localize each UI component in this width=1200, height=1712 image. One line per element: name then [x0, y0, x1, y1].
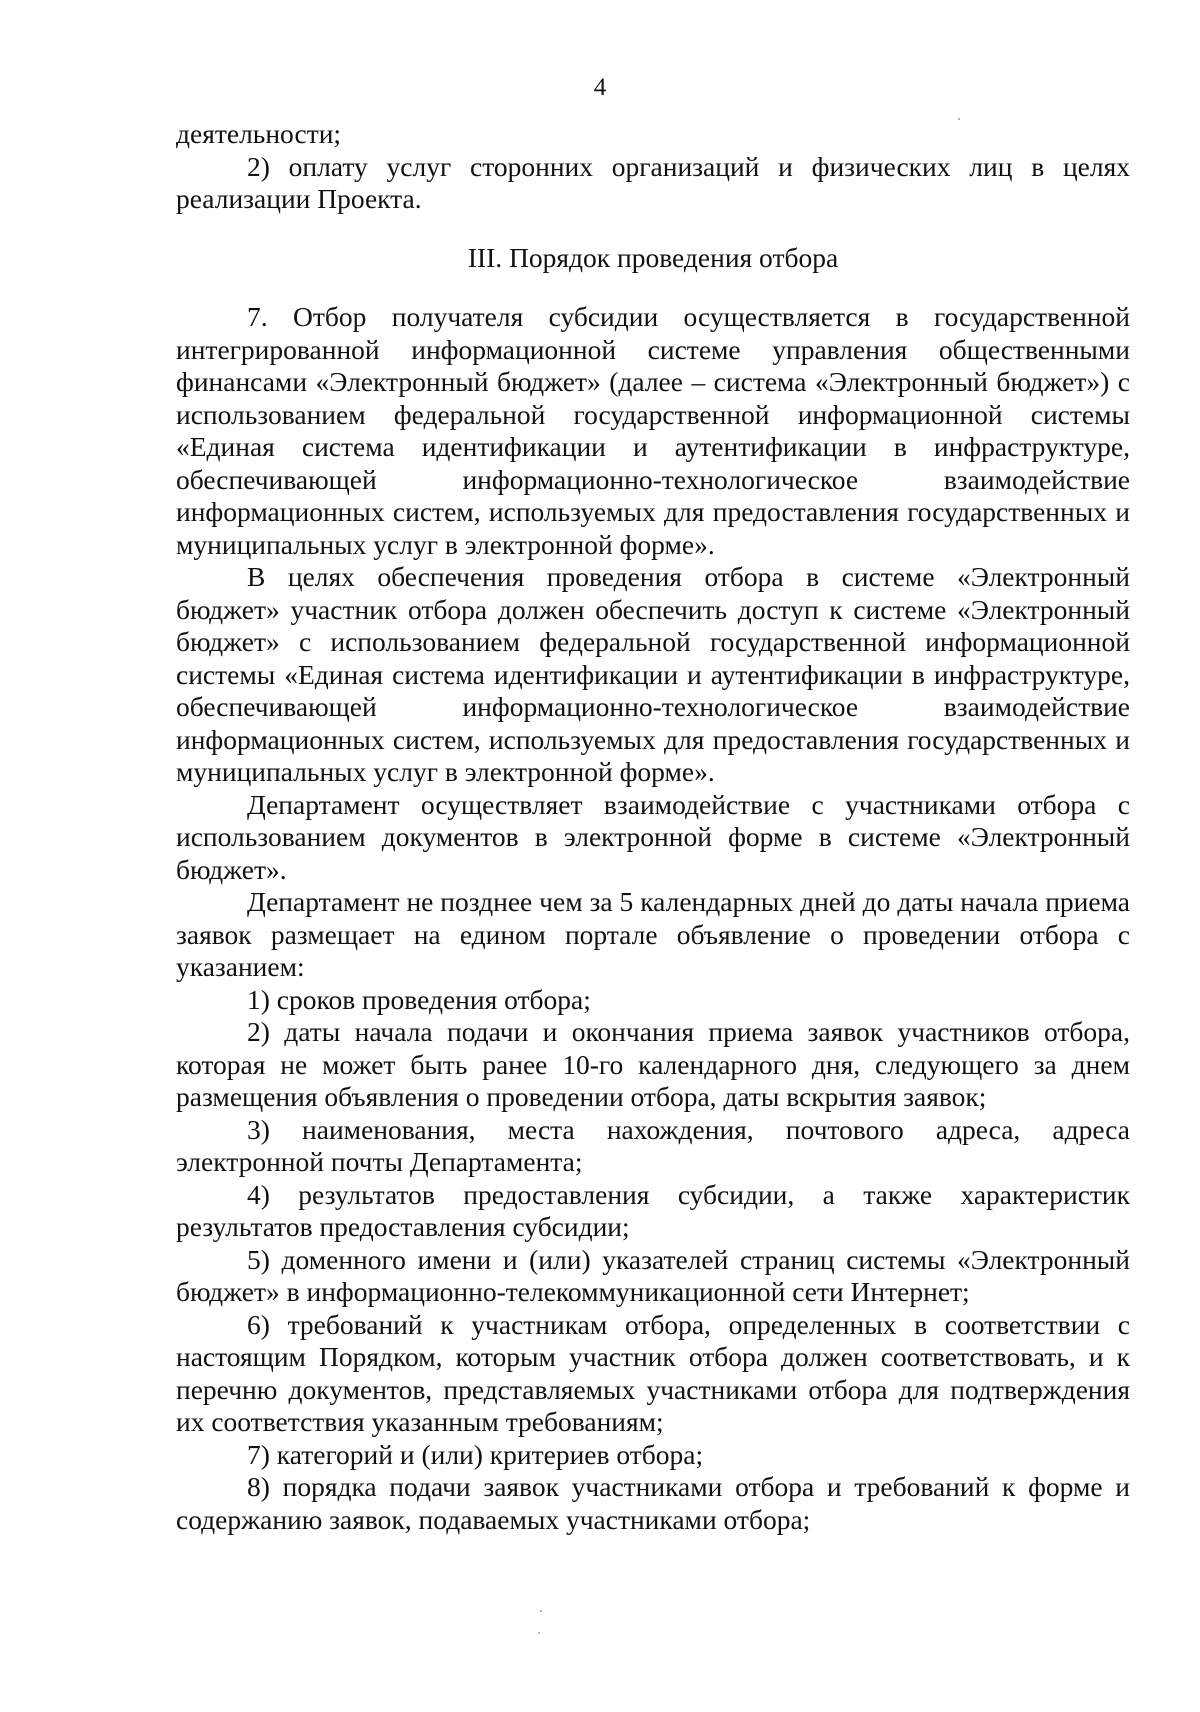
list-item: 8) порядка подачи заявок участниками отбора и требований к форме и содержанию заявок, подаваемых участниками отбора;: [176, 1471, 1130, 1535]
paragraph-interaction: Департамент осуществляет взаимодействие с участниками отбора с использованием документов в электронной форме в системе «Электронный бюджет».: [176, 788, 1130, 885]
scan-speck: [540, 1610, 542, 1612]
list-item: 7) категорий и (или) критериев отбора;: [247, 1438, 704, 1470]
scan-speck: [958, 118, 960, 120]
intro-item-2: 2) оплату услуг сторонних организаций и физических лиц в целях реализации Проекта.: [176, 150, 1130, 214]
paragraph-7: 7. Отбор получателя субсидии осуществляется в государственной интегрированной информационной системе управления общественными финансами «Электронный бюджет» (далее – система «Электронный бюджет») с использованием федеральной государственной информационной системы «Единая система идентификации и аутентификации в инфраструктуре, обеспечивающей информационно-технологическое взаимодействие информационных систем, используемых для предоставления государственных и муниципальных услуг в электронной форме».: [176, 301, 1130, 560]
list-item: 2) даты начала подачи и окончания приема заявок участников отбора, которая не может быть ранее 10-го календарного дня, следующего за днем размещения объявления о проведении отбора, даты вскрытия заявок;: [176, 1016, 1130, 1112]
list-item: 5) доменного имени и (или) указателей страниц системы «Электронный бюджет» в информационно-телекоммуникационной сети Интернет;: [176, 1243, 1130, 1307]
document-body: [176, 118, 1130, 1536]
list-item: 1) сроков проведения отбора;: [247, 983, 591, 1015]
intro-continuation: деятельности;: [176, 118, 342, 149]
list-item: 6) требований к участникам отбора, определенных в соответствии с настоящим Порядком, которым участник отбора должен соответствовать, и к перечню документов, представляемых участниками отбора для подтверждения их соответствия указанным требованиям;: [176, 1308, 1130, 1437]
page-number: 4: [593, 74, 607, 101]
list-item: 3) наименования, места нахождения, почтового адреса, адреса электронной почты Департамента;: [176, 1113, 1130, 1177]
scan-speck: [538, 1632, 540, 1634]
list-item: 4) результатов предоставления субсидии, а также характеристик результатов предоставления субсидии;: [176, 1178, 1130, 1242]
section-heading: III. Порядок проведения отбора: [467, 241, 839, 273]
paragraph-access: В целях обеспечения проведения отбора в системе «Электронный бюджет» участник отбора должен обеспечить доступ к системе «Электронный бюджет» с использованием федеральной государственной информационной системы «Единая система идентификации и аутентификации в инфраструктуре, обеспечивающей информационно-технологическое взаимодействие информационных систем, используемых для предоставления государственных и муниципальных услуг в электронной форме».: [176, 561, 1130, 787]
paragraph-announcement: Департамент не позднее чем за 5 календарных дней до даты начала приема заявок размещает на едином портале объявление о проведении отбора с указанием:: [176, 886, 1130, 982]
